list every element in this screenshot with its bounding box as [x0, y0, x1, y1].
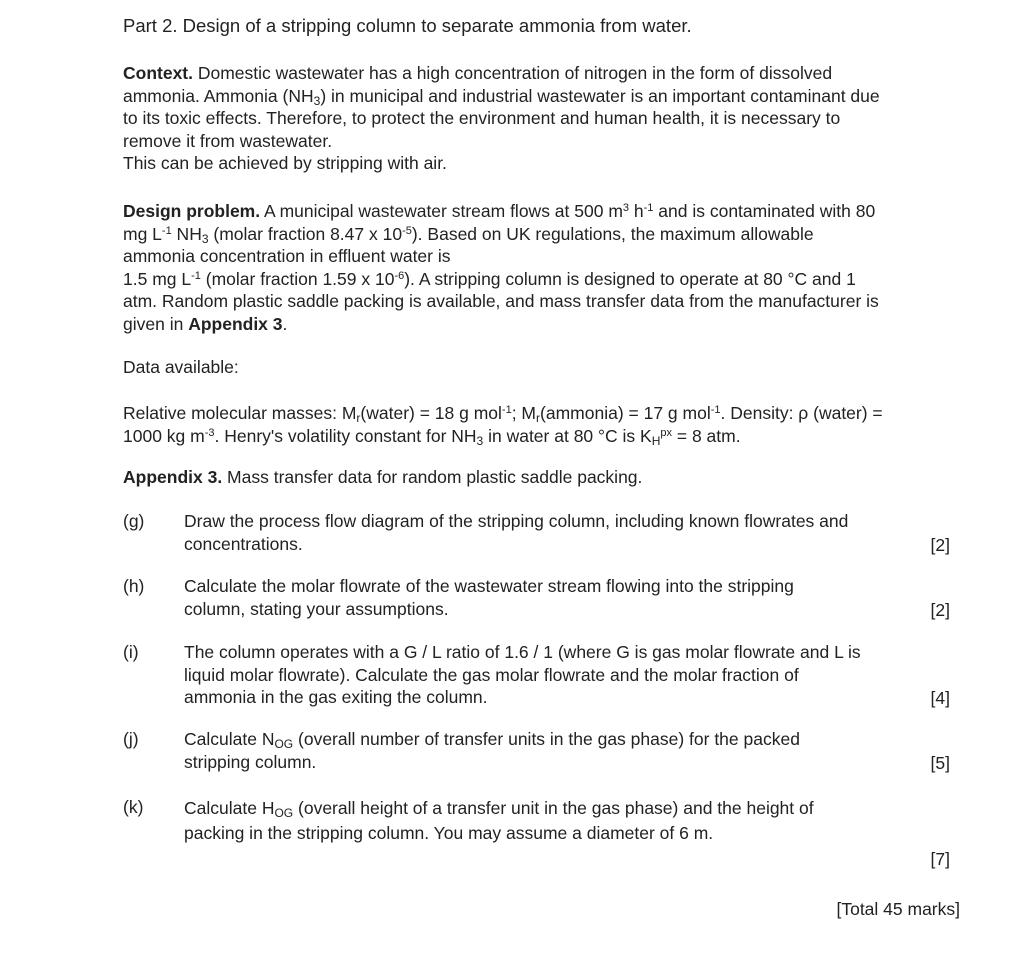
question-text: Calculate $H_{OG}$ (overall height of a transfer unit in the gas phase) and the height of packing in the stripping column. You may assume a diameter of 6 m. — [184, 798, 814, 843]
appendix-line: Appendix 3. Mass transfer data for random plastic saddle packing. — [123, 467, 643, 487]
context-paragraph: Context. Domestic wastewater has a high concentration of nitrogen in the form of dissolved ammonia. Ammonia $(NH_3)$ in municipal and industrial wastewater is an important contaminant due to its toxic effects. Therefore, to protect the environment and human health, it is necessary to remove it from wastewater. This can be achieved by stripping with air. — [123, 63, 880, 173]
appendix-label: Appendix 3. — [123, 467, 223, 487]
question-label: (i) — [123, 642, 139, 662]
question-marks: [7] — [930, 849, 950, 869]
design-problem-label: Design problem. — [123, 201, 261, 221]
page-title: Part 2. Design of a stripping column to separate ammonia from water. — [123, 15, 692, 36]
context-label: Context. — [123, 63, 193, 83]
question-text: Draw the process flow diagram of the stripping column, including known flowrates and concentrations. — [184, 511, 849, 554]
question-text: Calculate the molar flowrate of the wastewater stream flowing into the stripping column, stating your assumptions. — [184, 576, 794, 619]
question-text: The column operates with a G / L ratio of 1.6 / 1 (where G is gas molar flowrate and L is liquid molar flowrate). Calculate the gas molar flowrate and the molar fraction of ammonia in the gas exiting the column. — [184, 642, 861, 707]
question-marks: [2] — [930, 600, 950, 620]
question-marks: [5] — [930, 753, 950, 773]
question-marks: [2] — [930, 535, 950, 555]
question-text: Calculate $N_{OG}$ (overall number of transfer units in the gas phase) for the packed stripping column. — [184, 729, 800, 772]
question-label: (h) — [123, 576, 145, 596]
total-marks: [Total 45 marks] — [836, 899, 960, 919]
question-marks: [4] — [930, 688, 950, 708]
question-label: (j) — [123, 729, 139, 749]
question-label: (k) — [123, 797, 144, 817]
question-label: (g) — [123, 511, 145, 531]
data-available-text: Relative molecular masses: $M_r(water) = 18$ g mol$^{-1}$; $M_r(ammonia) = 17$ g mol$^{-1}$. Density: ρ (water) = 1000 kg $m^{-3}$. Henry's volatility constant for $NH_3$ in water at 80 °C is $K_H^{px} = 8$ atm. — [123, 403, 883, 448]
design-problem-paragraph: Design problem. A municipal wastewater stream flows at 500 $m^3$ $h^{-1}$ and is contaminated with 80 mg $L^{-1}$ $NH_3$ (molar fraction 8.47 x $10^{-5}$). Based on UK regulations, the maximum allowable ammonia concentration in effluent water is 1.5 mg $L^{-1}$ (molar fraction 1.59 x $10^{-6}$). A stripping column is designed to operate at 80 °C and 1 atm. Random plastic saddle packing is available, and mass transfer data from the manufacturer is given in Appendix 3. — [123, 201, 879, 334]
data-available-label: Data available: — [123, 357, 239, 377]
appendix-reference: Appendix 3 — [188, 313, 283, 334]
